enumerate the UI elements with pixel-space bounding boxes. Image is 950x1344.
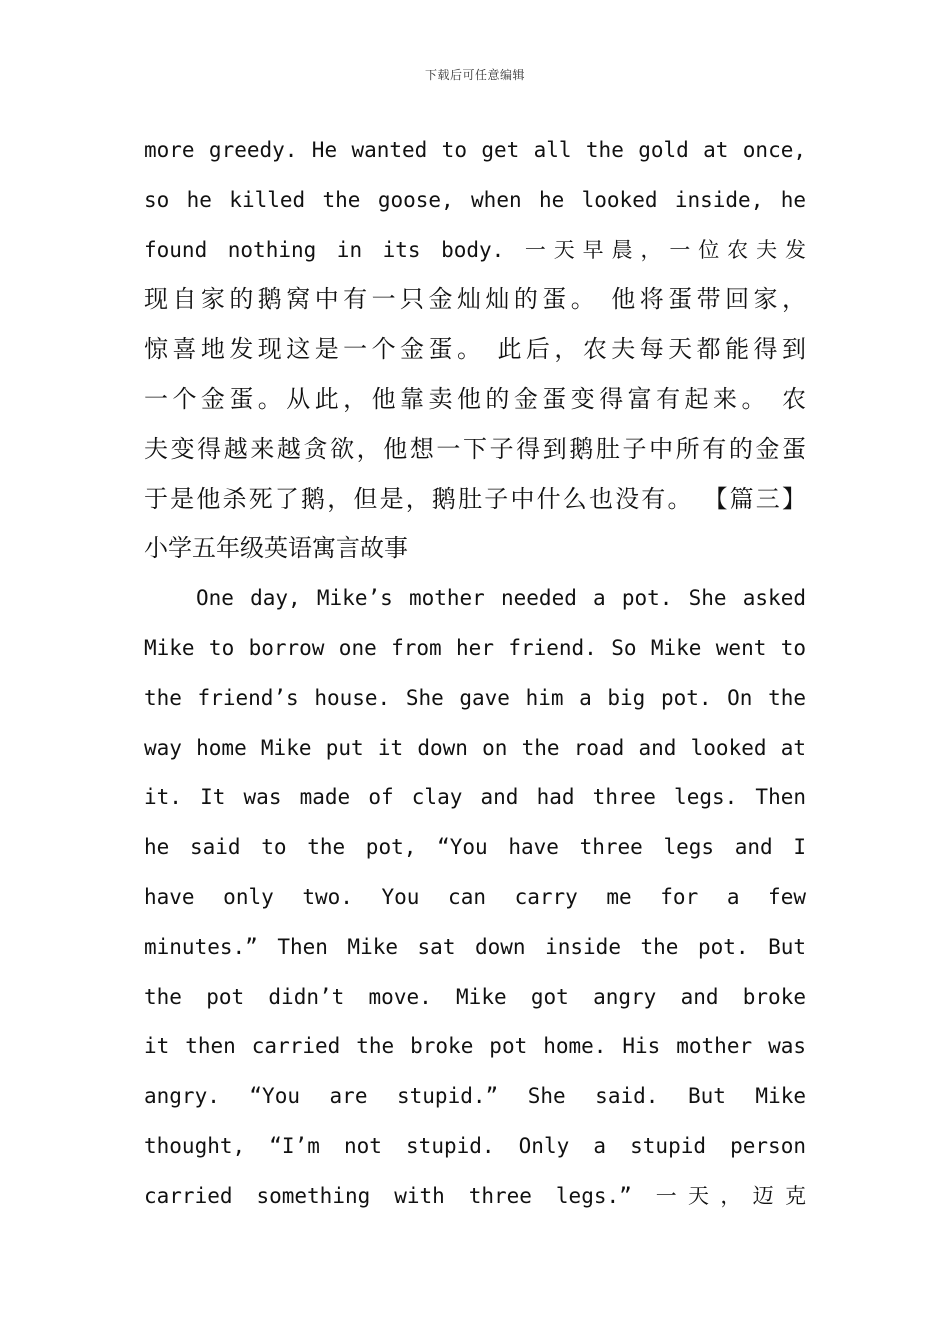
text-line: it then carried the broke pot home. His mother was bbox=[144, 1034, 806, 1059]
text-line: angry. “You are stupid.” She said. But Mike bbox=[144, 1084, 806, 1109]
text-line: 一个金蛋。从此，他靠卖他的金蛋变得富有起来。 农 bbox=[144, 384, 806, 413]
text-line: so he killed the goose, when he looked inside, he bbox=[144, 187, 806, 212]
text-line: 夫变得越来越贪欲，他想一下子得到鹅肚子中所有的金蛋 bbox=[144, 434, 806, 463]
text-line: carried something with three legs.” 一天，迈克 bbox=[144, 1183, 806, 1208]
document-body bbox=[144, 126, 806, 1222]
text-line: 惊喜地发现这是一个金蛋。 此后，农夫每天都能得到 bbox=[144, 335, 806, 364]
text-line: 于是他杀死了鹅，但是，鹅肚子中什么也没有。 【篇三】 bbox=[144, 484, 806, 513]
text-line: One day, Mike’s mother needed a pot. She asked bbox=[196, 586, 806, 611]
text-line: thought, “I’m not stupid. Only a stupid person bbox=[144, 1133, 806, 1158]
section-title: 小学五年级英语寓言故事 bbox=[144, 534, 408, 563]
text-line: 现自家的鹅窝中有一只金灿灿的蛋。 他将蛋带回家， bbox=[144, 285, 806, 314]
page-header: 下载后可任意编辑 bbox=[424, 68, 525, 82]
text-line: more greedy. He wanted to get all the gold at once, bbox=[144, 138, 806, 162]
text-line: the friend’s house. She gave him a big pot. On the bbox=[144, 685, 806, 710]
text-line: have only two. You can carry me for a few bbox=[144, 884, 806, 909]
text-line: it. It was made of clay and had three legs. Then bbox=[144, 785, 806, 810]
text-line: found nothing in its body. 一天早晨，一位农夫发 bbox=[144, 237, 806, 262]
text-line: way home Mike put it down on the road and looked at bbox=[144, 735, 806, 760]
text-line: Mike to borrow one from her friend. So Mike went to bbox=[144, 635, 806, 660]
text-line: the pot didn’t move. Mike got angry and broke bbox=[144, 984, 806, 1009]
text-line: he said to the pot, “You have three legs and I bbox=[144, 835, 806, 860]
text-line: minutes.” Then Mike sat down inside the pot. But bbox=[144, 934, 806, 959]
